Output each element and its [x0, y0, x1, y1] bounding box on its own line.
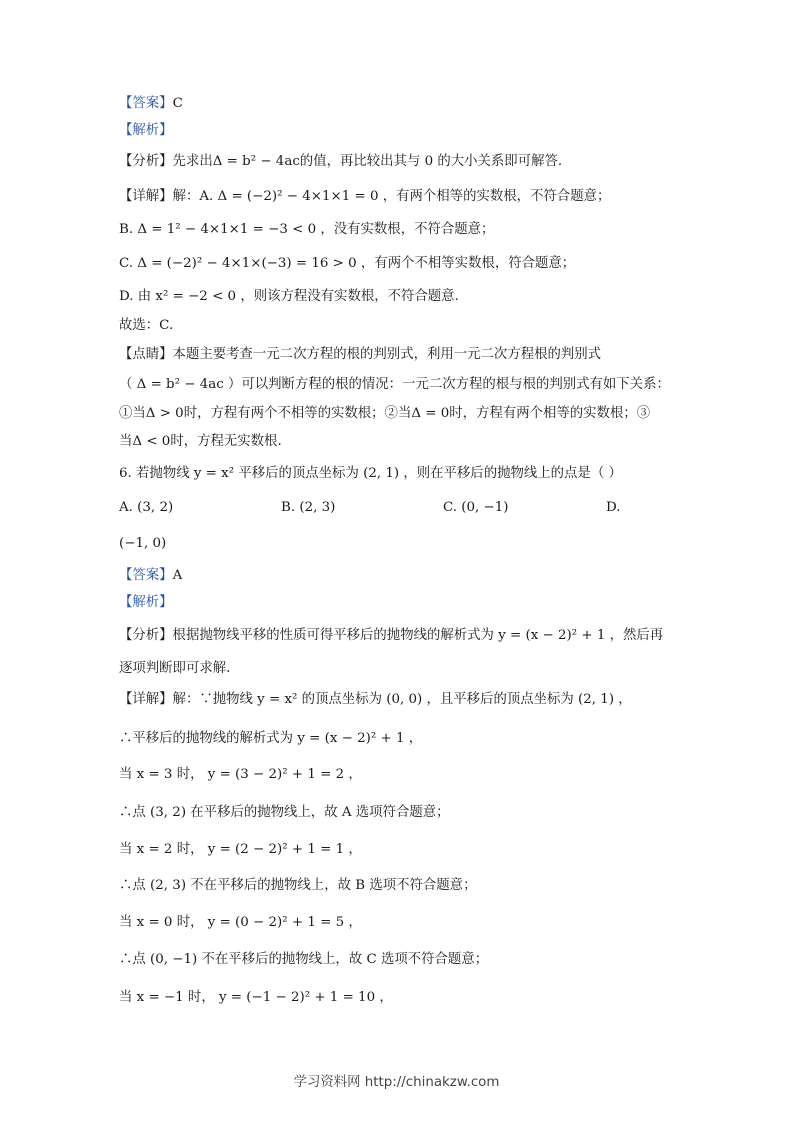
q5-option-c-check: C. Δ = (−2)² − 4×1×(−3) = 16 > 0 ，有两个不相等实数根，符合题意； — [119, 256, 576, 271]
q5-choice: 故选：C. — [119, 318, 174, 333]
q6-option-c: C. (0, −1) — [443, 500, 509, 515]
q5-detail: 【详解】解：A. Δ = (−2)² − 4×1×1 = 0 ，有两个相等的实数根，不符合题意； — [119, 189, 611, 204]
q5-answer-line — [119, 94, 183, 114]
q5-dianjing-4: 当Δ < 0时，方程无实数根. — [119, 434, 282, 449]
q6-option-a: A. (3, 2) — [119, 500, 174, 515]
q6-answer-line — [119, 566, 182, 586]
q5-dianjing-2: （ Δ = b² − 4ac ）可以判断方程的根的情况：一元二次方程的根与根的判别式有如下关系： — [119, 377, 670, 392]
footer-watermark: 学习资料网 http://chinakzw.com — [293, 1075, 500, 1090]
answer-value: A — [172, 568, 183, 583]
q6-option-b: B. (2, 3) — [281, 500, 336, 515]
q5-fenxi: 【分析】先求出Δ = b² − 4ac的值，再比较出其与 0 的大小关系即可解答. — [119, 154, 563, 169]
q5-dianjing-3: ①当Δ > 0时，方程有两个不相等的实数根；②当Δ = 0时，方程有两个相等的实数根；③ — [119, 406, 651, 421]
q5-analysis-tag: 【解析】 — [119, 123, 173, 138]
q6-fenxi-2: 逐项判断即可求解. — [119, 661, 231, 676]
answer-tag: 【答案】 — [119, 96, 173, 111]
q6-detail-1: 【详解】解：∵抛物线 y = x² 的顶点坐标为 (0, 0) ，且平移后的顶点坐标为 (2, 1) ， — [119, 692, 632, 707]
q6-analysis-tag: 【解析】 — [119, 595, 173, 610]
q6-option-d: D. — [606, 500, 621, 515]
q6-detail-6: ∴点 (2, 3) 不在平移后的抛物线上，故 B 选项不符合题意； — [119, 878, 477, 893]
q6-fenxi-1: 【分析】根据抛物线平移的性质可得平移后的抛物线的解析式为 y = (x − 2)² + 1 ，然后再 — [119, 628, 664, 643]
answer-tag: 【答案】 — [119, 568, 173, 583]
q6-detail-9: 当 x = −1 时， y = (−1 − 2)² + 1 = 10 ， — [119, 990, 393, 1005]
q6-detail-7: 当 x = 0 时， y = (0 − 2)² + 1 = 5 ， — [119, 915, 362, 930]
q5-option-b-check: B. Δ = 1² − 4×1×1 = −3 < 0 ，没有实数根，不符合题意； — [119, 222, 495, 237]
q5-dianjing-1: 【点睛】本题主要考查一元二次方程的根的判别式，利用一元二次方程根的判别式 — [119, 347, 602, 362]
q6-option-d-value: (−1, 0) — [119, 536, 167, 551]
q6-detail-2: ∴平移后的抛物线的解析式为 y = (x − 2)² + 1 ， — [119, 731, 423, 746]
q6-detail-5: 当 x = 2 时， y = (2 − 2)² + 1 = 1 ， — [119, 842, 362, 857]
q6-detail-4: ∴点 (3, 2) 在平移后的抛物线上，故 A 选项符合题意； — [119, 805, 450, 820]
q6-detail-8: ∴点 (0, −1) 不在平移后的抛物线上，故 C 选项不符合题意； — [119, 952, 489, 967]
answer-value: C — [172, 96, 183, 111]
q6-detail-3: 当 x = 3 时， y = (3 − 2)² + 1 = 2 ， — [119, 767, 362, 782]
q6-question: 6. 若抛物线 y = x² 平移后的顶点坐标为 (2, 1) ，则在平移后的抛物线上的点是（ ） — [119, 466, 622, 481]
q5-option-d-check: D. 由 x² = −2 < 0 ，则该方程没有实数根，不符合题意. — [119, 289, 459, 304]
